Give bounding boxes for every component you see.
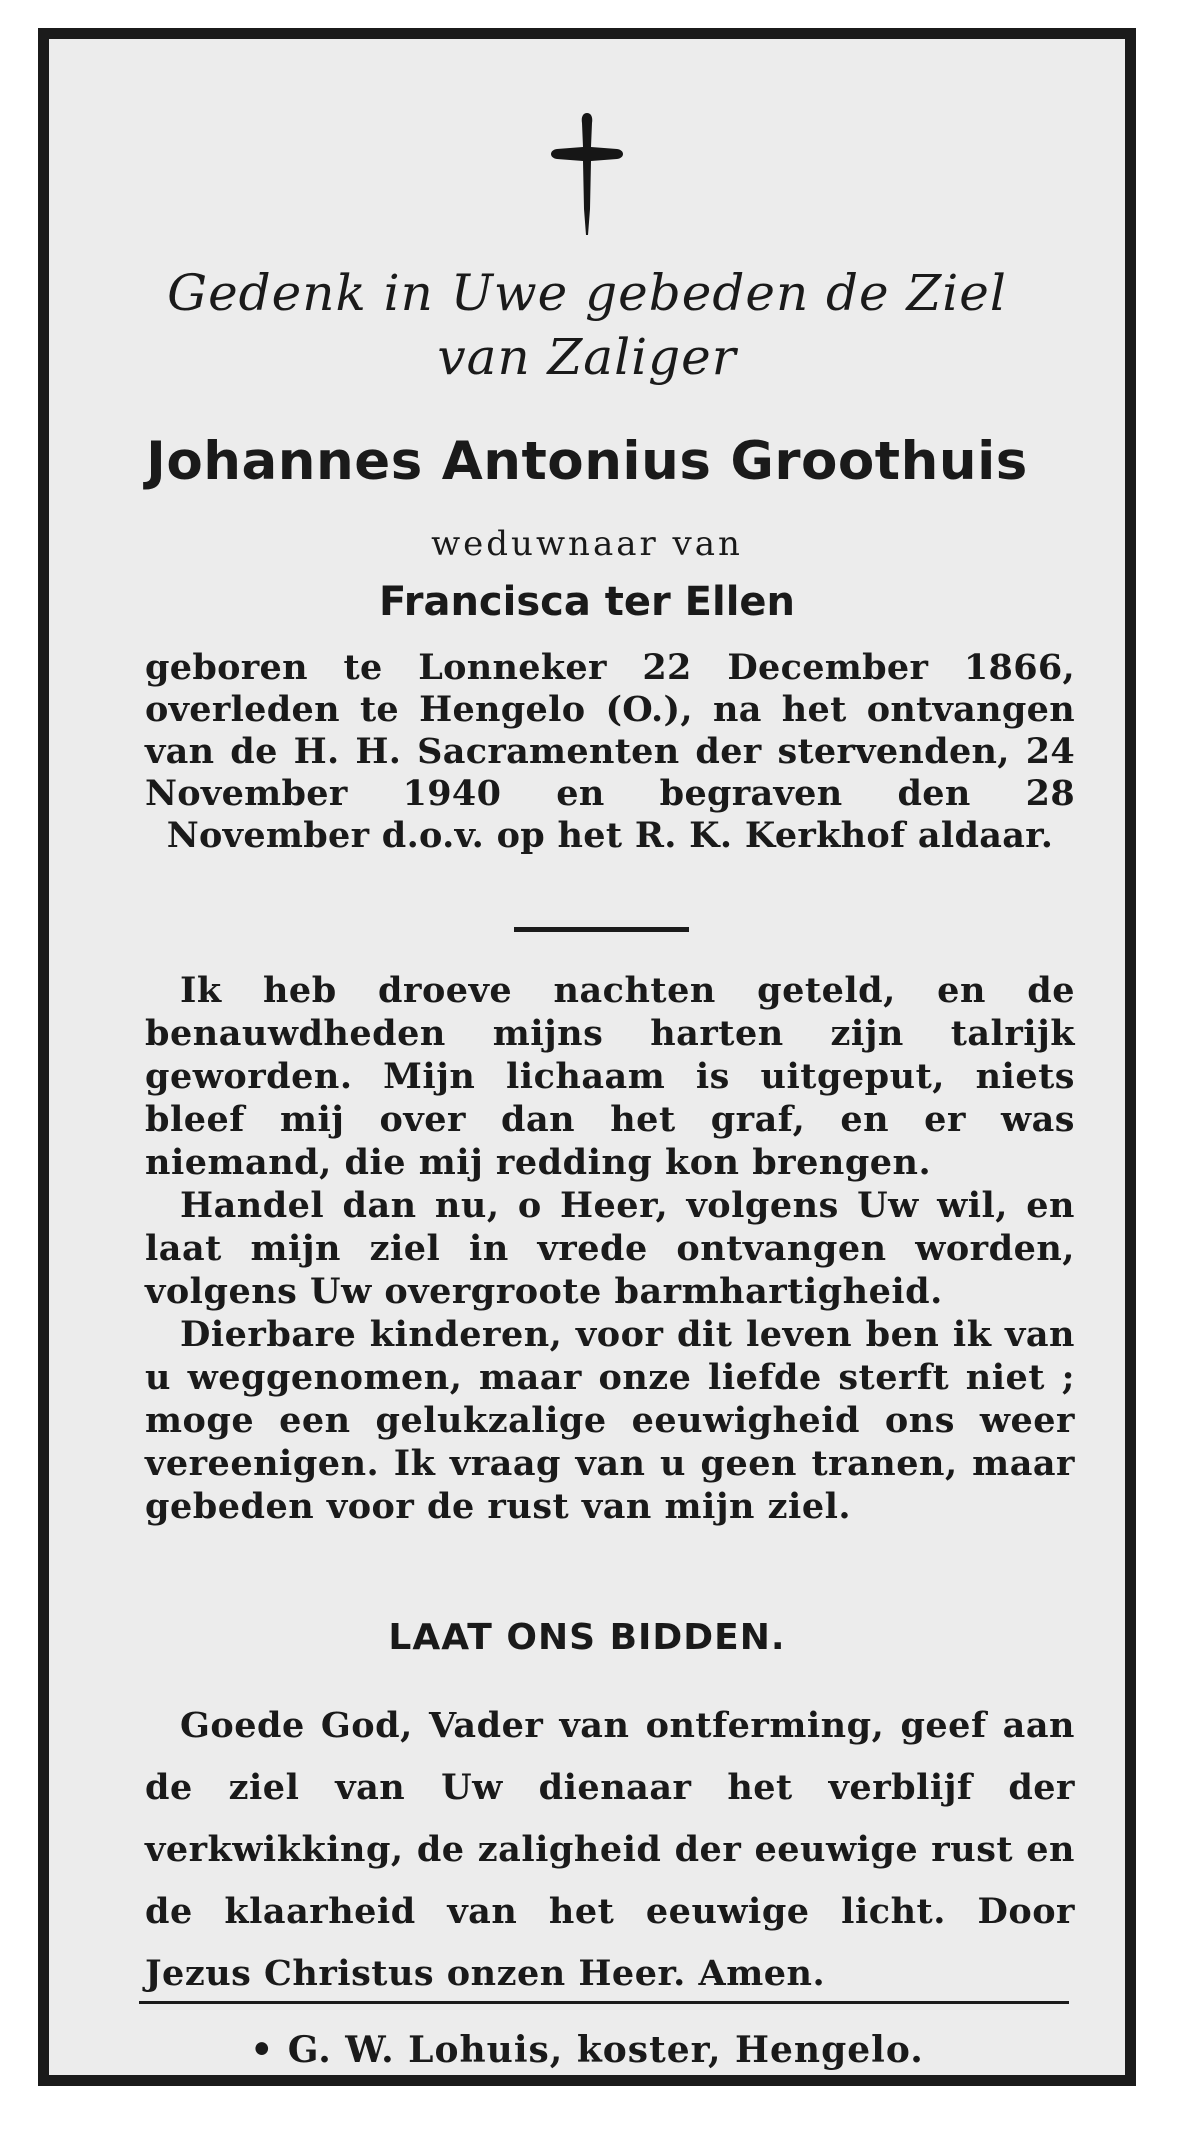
intro-line-1: Gedenk in Uwe gebeden de Ziel	[167, 264, 1007, 322]
verse-paragraph: Dierbare kinderen, voor dit leven ben ik van u weggenomen, maar onze liefde sterft niet ; moge een gelukzalige eeuwigheid ons weer vereenigen. Ik vraag van u geen tranen, maar gebeden voor de rust van mijn ziel.	[145, 1314, 1075, 1527]
cross-container	[49, 109, 1125, 239]
cross-icon	[547, 109, 627, 239]
widower-of-label: weduwnaar van	[431, 524, 743, 564]
deceased-name: Johannes Antonius Groothuis	[146, 431, 1028, 492]
spouse-name: Francisca ter Ellen	[378, 579, 796, 625]
biographical-details: geboren te Lonneker 22 December 1866, overleden te Hengelo (O.), na het ontvangen van de H. H. Sacramenten der stervenden, 24 November 1940 en begraven den 28 November d.o.v. op het R. K. Kerkhof aldaar.	[145, 647, 1075, 856]
printer-credit: • G. W. Lohuis, koster, Hengelo.	[250, 2029, 924, 2071]
verse-block	[145, 969, 1075, 1528]
intro-text	[49, 261, 1125, 389]
prayer-text: Goede God, Vader van ontferming, geef aan de ziel van Uw dienaar het verblijf der verkwikking, de zaligheid der eeuwige rust en de klaarheid van het eeuwige licht. Door Jezus Christus onzen Heer. Amen.	[145, 1705, 1075, 1994]
verse-paragraph: Ik heb droeve nachten geteld, en de benauwdheden mijns harten zijn talrijk geworden. Mijn lichaam is uitgeput, niets bleef mij over dan het graf, en er was niemand, die mij redding kon brengen.	[145, 970, 1075, 1183]
verse-paragraph: Handel dan nu, o Heer, volgens Uw wil, en laat mijn ziel in vrede ontvangen worden, volgens Uw overgroote barmhartigheid.	[145, 1185, 1075, 1312]
intro-line-2: van Zaliger	[437, 328, 737, 386]
divider-short	[514, 927, 689, 932]
divider-long	[139, 2001, 1069, 2004]
memorial-card	[38, 28, 1136, 2086]
prayer-title: LAAT ONS BIDDEN.	[388, 1617, 786, 1658]
